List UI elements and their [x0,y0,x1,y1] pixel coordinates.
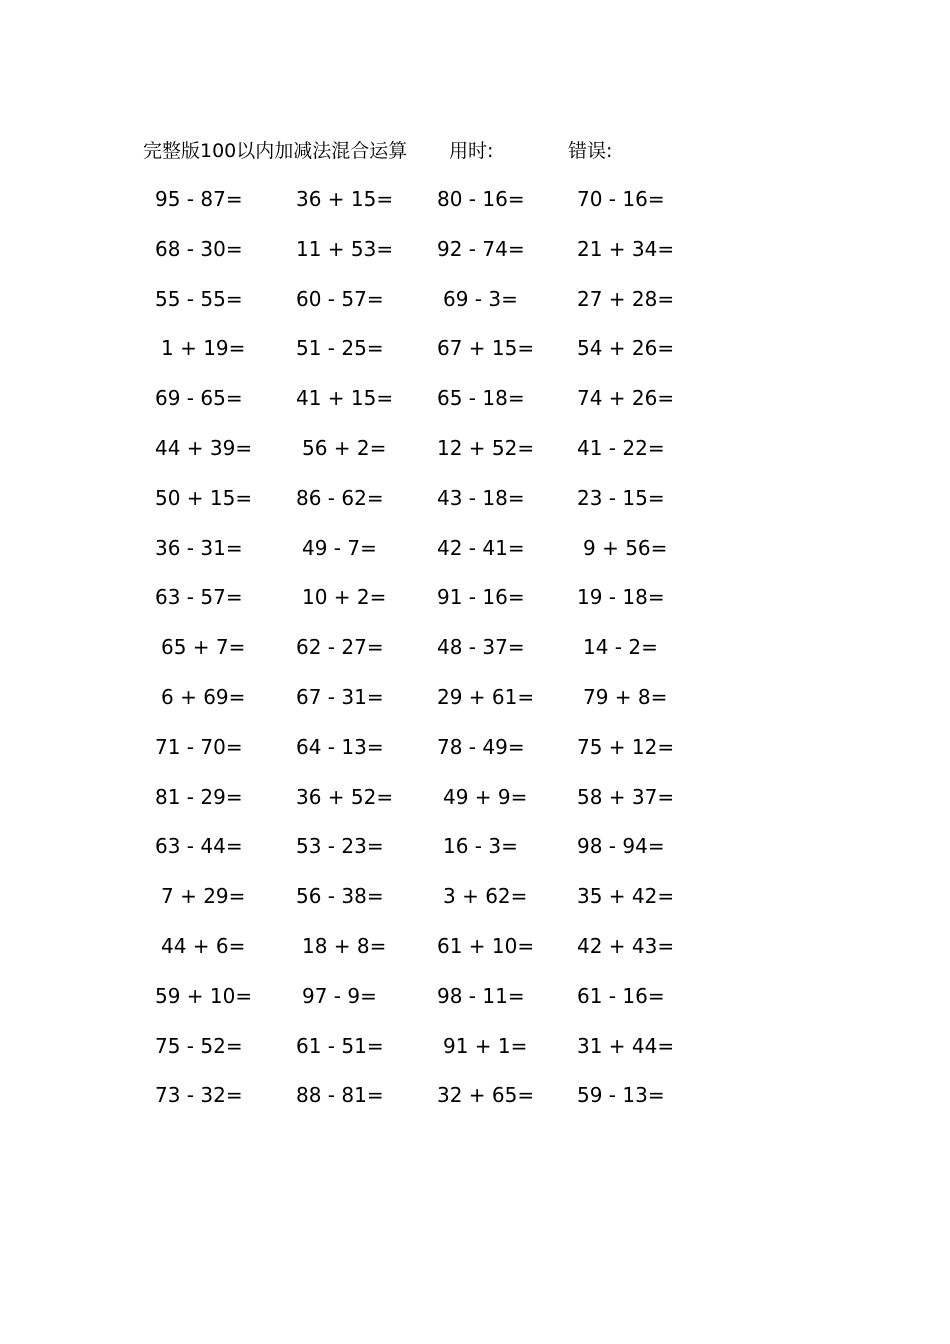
math-problem: 14 - 2= [583,635,658,660]
math-problem: 29 + 61= [437,684,535,709]
math-problem: 75 - 52= [155,1033,243,1058]
math-problem: 59 - 13= [577,1083,665,1108]
math-problem: 27 + 28= [577,286,675,311]
math-problem: 43 - 18= [437,485,525,510]
problem-row [0,1080,950,1130]
math-problem: 71 - 70= [155,734,243,759]
problem-row [0,184,950,234]
math-problem: 23 - 15= [577,485,665,510]
math-problem: 63 - 57= [155,585,243,610]
worksheet-title: 完整版100以内加减法混合运算 [143,140,408,162]
math-problem: 35 + 42= [577,884,675,909]
math-problem: 64 - 13= [296,734,384,759]
problem-row [0,881,950,931]
math-problem: 36 - 31= [155,535,243,560]
math-problem: 53 - 23= [296,834,384,859]
math-problem: 91 - 16= [437,585,525,610]
math-problem: 7 + 29= [161,884,246,909]
math-problem: 41 + 15= [296,386,394,411]
problem-row [0,333,950,383]
math-problem: 36 + 52= [296,784,394,809]
math-problem: 12 + 52= [437,435,535,460]
math-problem: 21 + 34= [577,236,675,261]
math-problem: 60 - 57= [296,286,384,311]
problem-row [0,782,950,832]
problem-row [0,483,950,533]
math-problem: 62 - 27= [296,635,384,660]
math-problem: 58 + 37= [577,784,675,809]
math-problem: 65 - 18= [437,386,525,411]
math-problem: 91 + 1= [443,1033,528,1058]
problem-row [0,732,950,782]
math-problem: 67 + 15= [437,336,535,361]
math-problem: 1 + 19= [161,336,246,361]
math-problem: 70 - 16= [577,187,665,211]
math-problem: 48 - 37= [437,635,525,660]
problem-grid [0,184,950,1130]
math-problem: 10 + 2= [302,585,387,610]
math-problem: 18 + 8= [302,933,387,958]
problem-row [0,1031,950,1081]
math-problem: 69 - 3= [443,286,518,311]
math-problem: 69 - 65= [155,386,243,411]
time-label: 用时: [449,140,494,162]
math-problem: 78 - 49= [437,734,525,759]
math-problem: 98 - 94= [577,834,665,859]
problem-row [0,632,950,682]
math-problem: 49 - 7= [302,535,377,560]
math-problem: 75 + 12= [577,734,675,759]
error-label: 错误: [568,140,613,162]
math-problem: 88 - 81= [296,1083,384,1108]
math-problem: 42 - 41= [437,535,525,560]
math-problem: 63 - 44= [155,834,243,859]
problem-row [0,433,950,483]
math-problem: 98 - 11= [437,983,525,1008]
problem-row [0,931,950,981]
math-problem: 74 + 26= [577,386,675,411]
math-problem: 92 - 74= [437,236,525,261]
worksheet-header [143,136,843,166]
math-problem: 68 - 30= [155,236,243,261]
math-problem: 61 - 16= [577,983,665,1008]
math-problem: 59 + 10= [155,983,253,1008]
math-problem: 79 + 8= [583,684,668,709]
math-problem: 97 - 9= [302,983,377,1008]
math-problem: 42 + 43= [577,933,675,958]
math-problem: 16 - 3= [443,834,518,859]
math-problem: 44 + 6= [161,933,246,958]
math-problem: 73 - 32= [155,1083,243,1108]
math-problem: 61 - 51= [296,1033,384,1058]
math-problem: 11 + 53= [296,236,394,261]
math-problem: 81 - 29= [155,784,243,809]
math-problem: 32 + 65= [437,1083,535,1108]
problem-row [0,383,950,433]
math-problem: 36 + 15= [296,187,394,211]
math-problem: 50 + 15= [155,485,253,510]
math-problem: 49 + 9= [443,784,528,809]
math-problem: 41 - 22= [577,435,665,460]
math-problem: 55 - 55= [155,286,243,311]
math-problem: 31 + 44= [577,1033,675,1058]
math-problem: 95 - 87= [155,187,243,211]
problem-row [0,831,950,881]
problem-row [0,234,950,284]
math-problem: 51 - 25= [296,336,384,361]
problem-row [0,582,950,632]
math-problem: 56 - 38= [296,884,384,909]
math-problem: 67 - 31= [296,684,384,709]
problem-row [0,284,950,334]
math-problem: 3 + 62= [443,884,528,909]
math-problem: 6 + 69= [161,684,246,709]
problem-row [0,533,950,583]
math-problem: 9 + 56= [583,535,668,560]
math-problem: 19 - 18= [577,585,665,610]
math-problem: 65 + 7= [161,635,246,660]
math-problem: 44 + 39= [155,435,253,460]
math-problem: 80 - 16= [437,187,525,211]
math-problem: 61 + 10= [437,933,535,958]
math-problem: 54 + 26= [577,336,675,361]
problem-row [0,682,950,732]
problem-row [0,981,950,1031]
math-problem: 86 - 62= [296,485,384,510]
math-problem: 56 + 2= [302,435,387,460]
